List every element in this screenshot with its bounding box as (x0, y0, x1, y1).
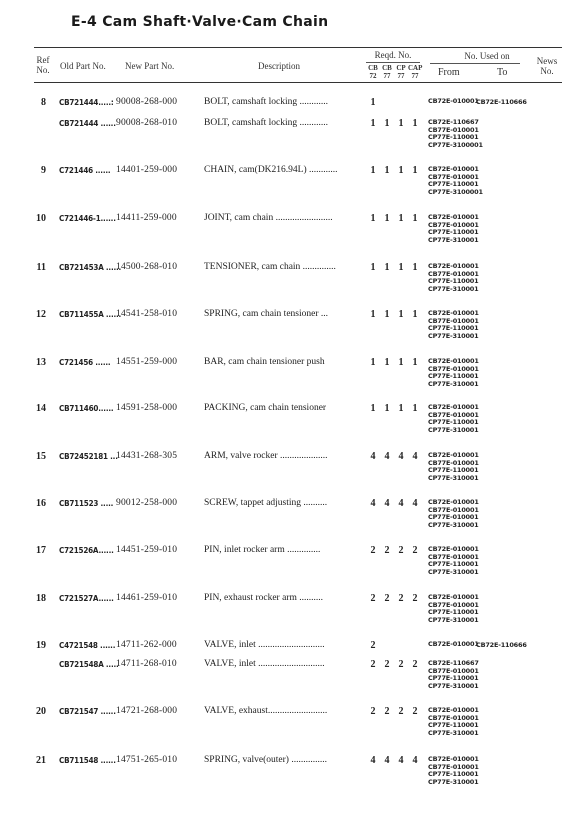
header-model-year: 77 (411, 72, 419, 80)
header-no-used-on: No. Used on (464, 51, 510, 61)
qty-cp-2: 2 (398, 706, 404, 717)
old-part-no: CB711548 ...... (59, 756, 116, 765)
qty-cap-3: 1 (412, 118, 418, 129)
description: VALVE, inlet ............................ (204, 659, 325, 669)
ref-no: 17 (36, 545, 46, 556)
new-part-no: 14500-268-010 (116, 262, 178, 272)
qty-cap-3: 2 (412, 659, 418, 670)
qty-cb-1: 1 (384, 262, 390, 273)
header-news-line1: News (536, 56, 558, 66)
qty-cap-3: 4 (412, 498, 418, 509)
qty-cap-3: 1 (412, 165, 418, 176)
used-from-serial: CP77E-110001 (428, 277, 479, 286)
used-from (428, 310, 479, 340)
new-part-no: 14411-259-000 (116, 213, 177, 223)
used-from-serial: CB77E-010001 (428, 762, 479, 771)
used-from-serial: CB72E-010001 (428, 545, 479, 553)
description: SCREW, tappet adjusting .......... (204, 498, 328, 508)
old-part-no: CB711455A ...... (59, 310, 122, 319)
description: SPRING, cam chain tensioner ... (204, 309, 329, 319)
used-from-serial: CB72E-010001 (428, 451, 479, 459)
used-from-serial: CB72E-010001 (428, 213, 479, 221)
old-part-no: C721526A...... (59, 546, 114, 555)
qty-cb-1: 1 (384, 309, 390, 320)
used-to: CB72E-110666 (476, 641, 527, 649)
header-model-name: CB (382, 64, 392, 72)
used-from-serial: CP77E-110001 (428, 418, 479, 427)
qty-cp-2: 2 (398, 593, 404, 604)
used-from-serial: CP77E-310001 (428, 331, 479, 340)
used-from-serial: CP77E-110001 (428, 721, 479, 730)
qty-cb-0: 2 (370, 545, 376, 556)
used-from-serial: CP77E-110001 (428, 372, 479, 381)
new-part-no: 14451-259-010 (116, 545, 178, 555)
used-from-serial: CP77E-3100001 (428, 140, 483, 149)
description: PIN, exhaust rocker arm .......... (204, 593, 323, 603)
qty-cap-3: 2 (412, 545, 418, 556)
old-part-no: CB721453A ...... (59, 263, 122, 272)
used-from-serial: CP77E-110001 (428, 324, 479, 333)
new-part-no: 90008-268-000 (116, 97, 178, 107)
used-from-serial: CB72E-010001 (428, 97, 479, 105)
used-from-serial: CP77E-310001 (428, 473, 479, 482)
qty-cb-1: 2 (384, 545, 390, 556)
used-from-serial: CB77E-010001 (428, 600, 479, 609)
old-part-no: C721527A...... (59, 594, 114, 603)
qty-cb-0: 1 (370, 403, 376, 414)
description: BOLT, camshaft locking ............ (204, 97, 329, 107)
used-from-serial: CP77E-310001 (428, 520, 479, 529)
header-model-0 (366, 64, 380, 80)
used-from-serial: CP77E-3100001 (428, 187, 483, 196)
old-part-no: CB721444 ...... (59, 119, 116, 128)
description: VALVE, inlet ............................ (204, 640, 325, 650)
used-from (428, 214, 479, 244)
header-from: From (438, 67, 460, 78)
old-part-no: CB721547 ...... (59, 707, 116, 716)
qty-cp-2: 4 (398, 451, 404, 462)
used-from (428, 756, 479, 786)
used-from-serial: CB72E-010001 (428, 755, 479, 763)
used-from-serial: CP77E-310001 (428, 567, 479, 576)
header-model-name: CB (368, 64, 378, 72)
used-from-serial: CB77E-010001 (428, 410, 479, 419)
qty-cap-3: 2 (412, 706, 418, 717)
qty-cp-2: 1 (398, 213, 404, 224)
used-from-serial: CP77E-110001 (428, 228, 479, 237)
ref-no: 12 (36, 309, 46, 320)
qty-cb-0: 1 (370, 262, 376, 273)
qty-cap-3: 1 (412, 262, 418, 273)
qty-cb-1: 2 (384, 659, 390, 670)
header-news-no (532, 56, 562, 76)
ref-no: 21 (36, 755, 46, 766)
used-from-serial: CB77E-010001 (428, 269, 479, 278)
used-from-serial: CP77E-310001 (428, 777, 479, 786)
header-bottom-rule (34, 82, 562, 83)
old-part-no: C4721548 ...... (59, 641, 116, 650)
qty-cb-0: 2 (370, 706, 376, 717)
used-from-serial: CB72E-010001 (428, 706, 479, 714)
used-from-serial: CB72E-110667 (428, 118, 479, 126)
old-part-no: CB711523 ..... (59, 499, 114, 508)
ref-no: 16 (36, 498, 46, 509)
qty-cb-0: 4 (370, 451, 376, 462)
ref-no: 20 (36, 706, 46, 717)
used-from-serial: CB72E-010001 (428, 309, 479, 317)
ref-no: 9 (41, 165, 46, 176)
new-part-no: 14711-262-000 (116, 640, 177, 650)
qty-cb-1: 1 (384, 403, 390, 414)
used-from (428, 358, 479, 388)
qty-cp-2: 1 (398, 403, 404, 414)
header-old-part-no: Old Part No. (60, 61, 106, 71)
used-from (428, 119, 483, 149)
new-part-no: 14591-258-000 (116, 403, 178, 413)
used-from-serial: CB72E-010001 (428, 357, 479, 365)
used-from (428, 546, 479, 576)
used-from-serial: CP77E-310001 (428, 681, 479, 690)
used-from-serial: CB77E-010001 (428, 172, 479, 181)
qty-cp-2: 1 (398, 262, 404, 273)
used-from-serial: CB77E-010001 (428, 316, 479, 325)
header-description: Description (258, 61, 300, 71)
used-from-serial: CP77E-110001 (428, 133, 479, 142)
qty-cap-3: 4 (412, 755, 418, 766)
used-from-serial: CP77E-110001 (428, 674, 479, 683)
used-from-serial: CP77E-110001 (428, 770, 479, 779)
qty-cap-3: 2 (412, 593, 418, 604)
old-part-no: C721446-1...... (59, 214, 116, 223)
qty-cp-2: 1 (398, 309, 404, 320)
page-title: E-4 Cam Shaft·Valve·Cam Chain (71, 14, 329, 30)
header-news-line2: No. (540, 66, 554, 76)
description: TENSIONER, cam chain .............. (204, 262, 336, 272)
old-part-no: CB72452181 ... (59, 452, 118, 461)
description: CHAIN, cam(DK216.94L) ............ (204, 165, 338, 175)
ref-no: 14 (36, 403, 46, 414)
qty-cp-2: 2 (398, 659, 404, 670)
ref-no: 11 (36, 262, 46, 273)
qty-cb-0: 1 (370, 118, 376, 129)
used-from (428, 263, 479, 293)
used-from-serial: CB72E-010001 (428, 403, 479, 411)
header-top-rule (34, 47, 562, 48)
description: SPRING, valve(outer) ............... (204, 755, 327, 765)
used-from-serial: CP77E-010001 (428, 513, 479, 522)
used-from-serial: CB77E-010001 (428, 125, 479, 134)
ref-no: 13 (36, 357, 46, 368)
used-from (428, 660, 479, 690)
header-model-name: CP (396, 64, 406, 72)
qty-cp-2: 1 (398, 357, 404, 368)
used-from-serial: CB77E-010001 (428, 364, 479, 373)
old-part-no: C721456 ...... (59, 358, 111, 367)
qty-cb-1: 4 (384, 755, 390, 766)
used-from-serial: CP77E-310001 (428, 425, 479, 434)
ref-no: 18 (36, 593, 46, 604)
used-from (428, 404, 479, 434)
used-from-serial: CP77E-310001 (428, 379, 479, 388)
header-ref-no (33, 55, 53, 75)
qty-cb-0: 1 (370, 97, 376, 108)
qty-cb-0: 2 (370, 659, 376, 670)
header-used-underline (430, 63, 520, 64)
used-from-serial: CB72E-110667 (428, 659, 479, 667)
old-part-no: CB721444.....: (59, 98, 114, 107)
qty-cb-1: 1 (384, 165, 390, 176)
used-from-serial: CP77E-310001 (428, 728, 479, 737)
qty-cp-2: 4 (398, 498, 404, 509)
ref-no: 8 (41, 97, 46, 108)
used-from-serial: CB77E-010001 (428, 552, 479, 561)
description: ARM, valve rocker .................... (204, 451, 328, 461)
qty-cp-2: 1 (398, 118, 404, 129)
used-from-serial: CP77E-310001 (428, 284, 479, 293)
header-model-name: CAP (408, 64, 423, 72)
new-part-no: 14541-258-010 (116, 309, 178, 319)
used-from-serial: CB72E-010001 (428, 498, 479, 506)
used-from-serial: CB77E-010001 (428, 505, 479, 514)
qty-cb-0: 2 (370, 593, 376, 604)
qty-cp-2: 4 (398, 755, 404, 766)
used-from-serial: CP77E-110001 (428, 608, 479, 617)
header-ref-line1: Ref (36, 55, 50, 65)
qty-cb-0: 1 (370, 309, 376, 320)
qty-cb-0: 4 (370, 755, 376, 766)
header-model-1 (380, 64, 394, 80)
header-ref-line2: No. (36, 65, 50, 75)
ref-no: 19 (36, 640, 46, 651)
qty-cb-0: 2 (370, 640, 376, 651)
qty-cb-1: 4 (384, 451, 390, 462)
qty-cb-1: 2 (384, 593, 390, 604)
description: VALVE, exhaust......................... (204, 706, 328, 716)
qty-cap-3: 1 (412, 309, 418, 320)
qty-cb-0: 1 (370, 165, 376, 176)
used-from-serial: CP77E-310001 (428, 615, 479, 624)
used-from-serial: CB77E-010001 (428, 220, 479, 229)
used-from-serial: CB77E-010001 (428, 458, 479, 467)
used-from (428, 499, 479, 529)
old-part-no: C721446 ...... (59, 166, 111, 175)
used-from-serial: CB77E-010001 (428, 713, 479, 722)
header-new-part-no: New Part No. (125, 61, 175, 71)
ref-no: 15 (36, 451, 46, 462)
used-from (428, 594, 479, 624)
new-part-no: 14401-259-000 (116, 165, 178, 175)
new-part-no: 14711-268-010 (116, 659, 177, 669)
header-model-2 (394, 64, 408, 80)
used-from (428, 707, 479, 737)
used-from-serial: CP77E-110001 (428, 466, 479, 475)
used-from-serial: CP77E-110001 (428, 180, 479, 189)
header-model-year: 77 (383, 72, 391, 80)
qty-cap-3: 4 (412, 451, 418, 462)
description: BOLT, camshaft locking ............ (204, 118, 329, 128)
used-from (428, 98, 479, 106)
header-reqd-no: Reqd. No. (374, 50, 412, 60)
new-part-no: 14431-268-305 (116, 451, 178, 461)
qty-cb-1: 1 (384, 357, 390, 368)
qty-cb-0: 4 (370, 498, 376, 509)
new-part-no: 14751-265-010 (116, 755, 178, 765)
description: PACKING, cam chain tensioner (204, 403, 327, 413)
qty-cap-3: 1 (412, 403, 418, 414)
used-from-serial: CB77E-010001 (428, 666, 479, 675)
new-part-no: 14721-268-000 (116, 706, 178, 716)
description: BAR, cam chain tensioner push (204, 357, 325, 367)
qty-cb-1: 2 (384, 706, 390, 717)
old-part-no: CB711460...... (59, 404, 114, 413)
used-from-serial: CB72E-010001 (428, 640, 479, 648)
header-model-year: 72 (369, 72, 377, 80)
new-part-no: 14461-259-010 (116, 593, 178, 603)
qty-cb-1: 1 (384, 118, 390, 129)
qty-cap-3: 1 (412, 357, 418, 368)
ref-no: 10 (36, 213, 46, 224)
new-part-no: 14551-259-000 (116, 357, 178, 367)
new-part-no: 90008-268-010 (116, 118, 178, 128)
qty-cb-0: 1 (370, 357, 376, 368)
header-reqd-underline (366, 62, 420, 63)
used-from (428, 452, 479, 482)
header-to: To (497, 67, 508, 78)
used-from-serial: CP77E-310001 (428, 235, 479, 244)
header-model-year: 77 (397, 72, 405, 80)
used-from-serial: CB72E-010001 (428, 593, 479, 601)
used-from-serial: CB72E-010001 (428, 262, 479, 270)
new-part-no: 90012-258-000 (116, 498, 178, 508)
qty-cb-1: 1 (384, 213, 390, 224)
description: PIN, inlet rocker arm .............. (204, 545, 321, 555)
qty-cap-3: 1 (412, 213, 418, 224)
used-from (428, 641, 479, 649)
header-model-3 (408, 64, 422, 80)
used-from-serial: CB72E-010001 (428, 165, 479, 173)
used-from (428, 166, 483, 196)
qty-cb-0: 1 (370, 213, 376, 224)
used-to: CB72E-110666 (476, 98, 527, 106)
qty-cp-2: 1 (398, 165, 404, 176)
qty-cp-2: 2 (398, 545, 404, 556)
qty-cb-1: 4 (384, 498, 390, 509)
old-part-no: CB721548A ..... (59, 660, 119, 669)
used-from-serial: CP77E-110001 (428, 560, 479, 569)
description: JOINT, cam chain ........................ (204, 213, 333, 223)
